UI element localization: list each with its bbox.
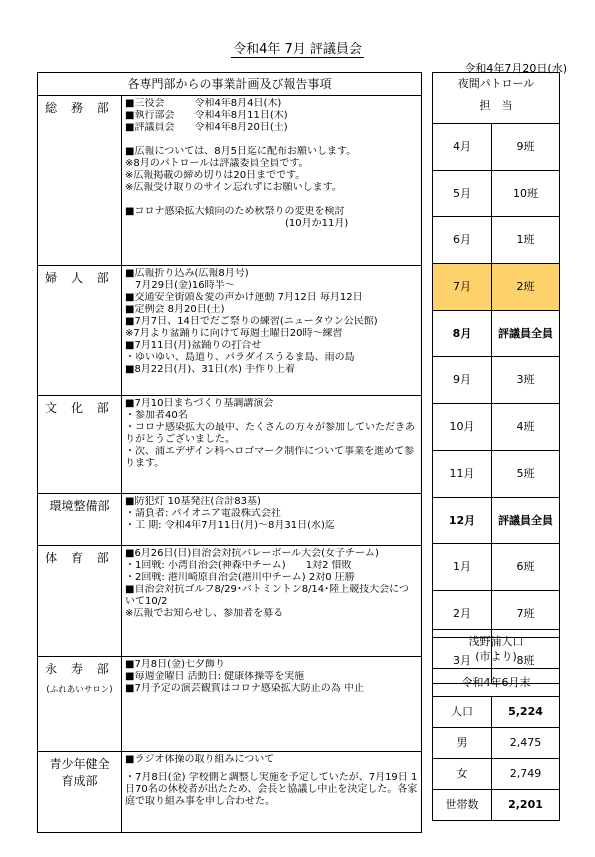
content-line: ■毎週金曜日 活動日: 健康体操等を実施	[125, 671, 305, 682]
content-line: ■8月22日(月)、31日(水) 手作り上着	[125, 364, 296, 375]
section-youth	[38, 752, 421, 832]
patrol-row-current	[433, 264, 559, 311]
content-line: ■広報折り込み(広報8月号)	[125, 268, 249, 279]
section-content	[122, 266, 421, 395]
patrol-team: 8班	[516, 653, 535, 667]
section-content	[122, 546, 421, 656]
population-source: (市より)	[475, 650, 517, 663]
content-line: ■評議員会 令和4年8月20日(土)	[125, 122, 288, 133]
patrol-row	[433, 124, 559, 171]
report-table-header: 各専門部からの事業計画及び報告事項	[38, 73, 421, 96]
patrol-row	[433, 544, 559, 591]
patrol-table	[432, 72, 560, 684]
section-culture	[38, 396, 421, 494]
section-womens	[38, 266, 421, 396]
content-line: ■7月11日(月)盆踊りの打合せ	[125, 340, 262, 351]
content-line: ■定例会 8月20日(土)	[125, 304, 225, 315]
content-line: ■自治会対抗ゴルフ8/29･バトミントン8/14･陸上競技大会について10/2	[125, 584, 409, 607]
content-line: ■執行部会 令和4年8月11日(木)	[125, 110, 288, 121]
patrol-month: 11月	[433, 451, 492, 497]
section-content	[122, 396, 421, 493]
patrol-month: 1月	[433, 544, 492, 590]
content-line: ■6月26日(日)自治会対抗バレーボール大会(女子チーム)	[125, 548, 379, 559]
content-line: ■ラジオ体操の取り組みについて	[125, 754, 275, 765]
patrol-row	[433, 498, 559, 545]
section-content	[122, 494, 421, 545]
population-row	[433, 790, 559, 820]
dept-label: 青少年健全育成部	[38, 752, 122, 832]
content-line: ■7月8日(金)七夕飾り	[125, 659, 225, 670]
content-line: ・請負者: パイオニア電設株式会社	[125, 508, 281, 519]
population-value: 2,749	[509, 767, 542, 780]
population-row	[433, 728, 559, 759]
population-header	[433, 630, 559, 669]
patrol-team: 10班	[513, 186, 538, 200]
patrol-month: 2月	[433, 591, 492, 637]
content-line: ・1回戦: 小湾自治会(神森中チーム) 1対2 惜敗	[125, 560, 352, 571]
section-longevity	[38, 657, 421, 752]
page-title: 令和4年 7月 評議員会	[233, 42, 362, 57]
content-line: (10月か11月)	[125, 218, 349, 229]
content-line: 7月29日(金)16時半～	[125, 280, 235, 291]
content-line: ■7月予定の演芸観賞はコロナ感染拡大防止の為 中止	[125, 683, 364, 694]
content-line: ■交通安全街頭＆愛の声かけ運動 7月12日 毎月12日	[125, 292, 363, 303]
section-content	[122, 657, 421, 751]
dept-label: 婦 人 部	[38, 266, 122, 395]
patrol-team: 評議員全員	[498, 513, 553, 527]
patrol-month: 9月	[433, 357, 492, 403]
patrol-month: 10月	[433, 404, 492, 450]
patrol-row	[433, 357, 559, 404]
content-line: ・コロナ感染拡大の最中、たくさんの方々が参加していただきありがとうございました。	[125, 422, 415, 445]
section-sports	[38, 546, 421, 657]
population-label: 世帯数	[433, 790, 492, 820]
patrol-row	[433, 217, 559, 264]
dept-label: 総 務 部	[38, 96, 122, 265]
report-table	[37, 72, 422, 833]
patrol-row	[433, 451, 559, 498]
population-row	[433, 697, 559, 728]
dept-label: 文 化 部	[38, 396, 122, 493]
patrol-header-sub: 担 当	[479, 99, 513, 112]
content-line: ■広報については、8月5日迄に配布お願いします。	[125, 146, 357, 157]
dept-subtitle: (ふれあいサロン)	[46, 685, 113, 695]
patrol-team: 1班	[516, 233, 535, 247]
content-line: ※広報受け取りのサイン忘れずにお願いします。	[125, 182, 342, 193]
content-line: ・次、浦エデザイン科へロゴマーク制作について事業を進めて参ります。	[125, 446, 415, 469]
patrol-month: 8月	[433, 311, 492, 357]
patrol-row	[433, 311, 559, 358]
content-line: ※広報でお知らせし、参加者を募る	[125, 608, 284, 619]
content-line: ■7月10日まちづくり基調講演会	[125, 398, 274, 409]
population-title: 浅野浦人口	[468, 635, 524, 648]
content-line: ※7月より盆踊りに向けて毎週土曜日20時～練習	[125, 328, 343, 339]
patrol-team: 3班	[516, 373, 535, 387]
population-row	[433, 759, 559, 790]
patrol-team: 9班	[516, 140, 535, 153]
patrol-team: 7班	[516, 606, 535, 620]
patrol-team: 評議員全員	[498, 326, 553, 340]
patrol-row	[433, 171, 559, 218]
content-line: ※8月のパトロールは評議委員全員です。	[125, 158, 309, 169]
content-line: ・工 期: 令和4年7月11日(月)～8月31日(水)迄	[125, 520, 335, 531]
content-line: ■コロナ感染拡大傾向のため秋祭りの変更を検討	[125, 206, 345, 217]
patrol-month: 3月	[433, 638, 492, 684]
patrol-month: 12月	[433, 498, 492, 544]
patrol-team: 6班	[516, 560, 535, 574]
patrol-month: 7月	[433, 264, 492, 310]
dept-label: 環境整備部	[38, 494, 122, 545]
population-label: 人口	[433, 697, 492, 727]
content-line: ■三役会 令和4年8月4日(木)	[125, 98, 282, 109]
section-content	[122, 752, 421, 832]
patrol-month: 4月	[433, 124, 492, 170]
patrol-team: 2班	[516, 280, 535, 294]
dept-label	[38, 657, 122, 751]
population-value: 2,475	[509, 736, 542, 749]
population-value: 2,201	[508, 798, 543, 811]
section-general-affairs	[38, 96, 421, 266]
patrol-month: 5月	[433, 171, 492, 217]
population-table	[432, 629, 560, 821]
content-line: ・ゆいゆい、島道り、パラダイスうるま島、雨の島	[125, 352, 355, 363]
population-label: 女	[433, 759, 492, 789]
content-line: ・2回戦: 港川崎原自治会(港川中チーム) 2対0 圧勝	[125, 572, 355, 583]
patrol-month: 6月	[433, 217, 492, 263]
content-line: ・参加者40名	[125, 410, 188, 421]
population-label: 男	[433, 728, 492, 758]
content-line: ※広報掲載の締め切りは20日までです。	[125, 170, 306, 181]
patrol-header	[433, 73, 559, 124]
section-environment	[38, 494, 421, 546]
population-value: 5,224	[508, 705, 543, 718]
patrol-team: 4班	[516, 420, 535, 434]
content-line: ■防犯灯 10基発注(合計83基)	[125, 496, 261, 507]
dept-name: 永 寿 部	[45, 662, 114, 676]
dept-label: 体 育 部	[38, 546, 122, 656]
content-line: ■7月7日、14日でだご祭りの練習(ニュータウン公民館)	[125, 316, 378, 327]
patrol-header-title: 夜間パトロール	[457, 77, 535, 90]
patrol-row	[433, 404, 559, 451]
patrol-team: 5班	[516, 466, 535, 480]
section-content	[122, 96, 421, 265]
content-line: ・7月8日(金) 学校側と調整し実施を予定していたが、7月19日 1日70名の休校者が出たため、会長と協議し中止を決定した。各家庭で取り組み事を申し合わせた。	[125, 772, 418, 807]
population-date: 令和4年6月末	[433, 669, 559, 697]
meeting-date: 令和4年7月20日(水)	[464, 62, 567, 75]
